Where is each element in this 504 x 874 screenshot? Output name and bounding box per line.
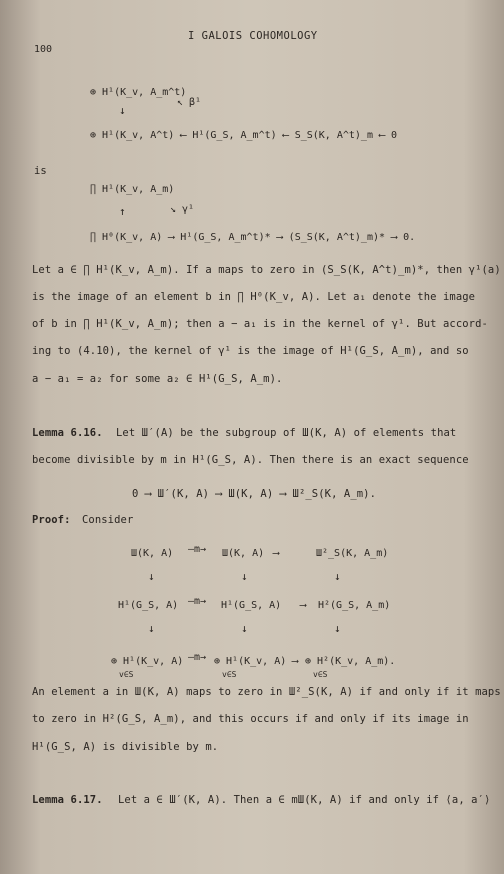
para1-line1: Let a ∈ ∏ H¹(K_v, A_m). If a maps to zero in (S_S(K, A^t)_m)*, then γ¹(a): [32, 264, 501, 276]
d3-down-arrow-4: ↓: [148, 622, 155, 635]
diagram2-gamma-arrow: ↘ γ¹: [170, 204, 195, 215]
lemma-617-text: Let a ∈ Ш′(K, A). Then a ∈ mШ(K, A) if and only if ⟨a, a′⟩: [118, 794, 491, 806]
d3-r2-c1: H¹(G_S, A): [118, 600, 179, 611]
d3-down-arrow-6: ↓: [334, 622, 341, 635]
para2-line3: H¹(G_S, A) is divisible by m.: [32, 741, 219, 753]
diagram1-down-arrow: ↓: [119, 104, 126, 117]
para2-line1: An element a in Ш(K, A) maps to zero in Ш²_S(K, A) if and only if it maps: [32, 686, 501, 698]
d3-r3-c3: ⊕ H²(K_v, A_m).: [305, 656, 396, 667]
d3-down-arrow-5: ↓: [241, 622, 248, 635]
d3-r3-arrow2: ⟶: [292, 656, 299, 667]
d3-r1-c1: Ш(K, A): [131, 548, 174, 559]
para1-line5: a − a₁ = a₂ for some a₂ ∈ H¹(G_S, A_m).: [32, 373, 283, 385]
d3-r2-c3: H²(G_S, A_m): [318, 600, 391, 611]
diagram2-up-arrow: ↑: [119, 205, 126, 218]
d3-r3-sub2: v∈S: [222, 670, 237, 679]
para1-line4: ing to (4.10), the kernel of γ¹ is the image of H¹(G_S, A_m), and so: [32, 345, 469, 357]
diagram1-beta-arrow: ↖ β¹: [177, 97, 202, 108]
d3-r1-arrow1: —m→: [188, 544, 207, 555]
d3-r2-c2: H¹(G_S, A): [221, 600, 282, 611]
diagram2-top: ∏ H¹(K_v, A_m): [90, 184, 175, 195]
d3-r1-arrow2: ⟶: [273, 548, 280, 559]
d3-r3-arrow1: —m→: [188, 652, 207, 663]
d3-r1-c2: Ш(K, A): [222, 548, 265, 559]
running-title: I GALOIS COHOMOLOGY: [188, 30, 318, 42]
d3-r3-c2: ⊕ H¹(K_v, A): [214, 656, 287, 667]
d3-r3-sub1: v∈S: [119, 670, 134, 679]
para1-line2: is the image of an element b in ∏ H⁰(K_v, A). Let a₁ denote the image: [32, 291, 476, 303]
is-word: is: [34, 165, 47, 177]
d3-r3-sub3: v∈S: [313, 670, 328, 679]
proof-label: Proof:: [32, 514, 71, 526]
d3-down-arrow-2: ↓: [241, 570, 248, 583]
proof-text: Consider: [82, 514, 134, 526]
d3-down-arrow-1: ↓: [148, 570, 155, 583]
diagram1-bottom-row: ⊕ H¹(K_v, A^t) ⟵ H¹(G_S, A_m^t) ⟵ S_S(K, A^t)_m ⟵ 0: [90, 130, 398, 141]
para2-line2: to zero in H²(G_S, A_m), and this occurs if and only if its image in: [32, 713, 469, 725]
lemma-617-label: Lemma 6.17.: [32, 794, 103, 806]
para1-line3: of b in ∏ H¹(K_v, A_m); then a − a₁ is in the kernel of γ¹. But accord-: [32, 318, 488, 330]
d3-r1-c3: Ш²_S(K, A_m): [316, 548, 389, 559]
d3-r2-arrow2: ⟶: [300, 600, 307, 611]
diagram1-top: ⊕ H¹(K_v, A_m^t): [90, 87, 187, 98]
d3-r3-c1: ⊕ H¹(K_v, A): [111, 656, 184, 667]
page-number: 100: [34, 44, 53, 55]
lemma-616-line1: Let Ш′(A) be the subgroup of Ш(K, A) of elements that: [116, 427, 457, 439]
lemma-616-line2: become divisible by m in H¹(G_S, A). Then there is an exact sequence: [32, 454, 469, 466]
diagram2-bottom-row: ∏ H⁰(K_v, A) ⟶ H¹(G_S, A_m^t)* ⟶ (S_S(K, A^t)_m)* ⟶ 0.: [90, 232, 416, 243]
lemma-616-label: Lemma 6.16.: [32, 427, 103, 439]
d3-down-arrow-3: ↓: [334, 570, 341, 583]
lemma-616-sequence: 0 ⟶ Ш′(K, A) ⟶ Ш(K, A) ⟶ Ш²_S(K, A_m).: [132, 488, 377, 500]
d3-r2-arrow1: —m→: [188, 596, 207, 607]
